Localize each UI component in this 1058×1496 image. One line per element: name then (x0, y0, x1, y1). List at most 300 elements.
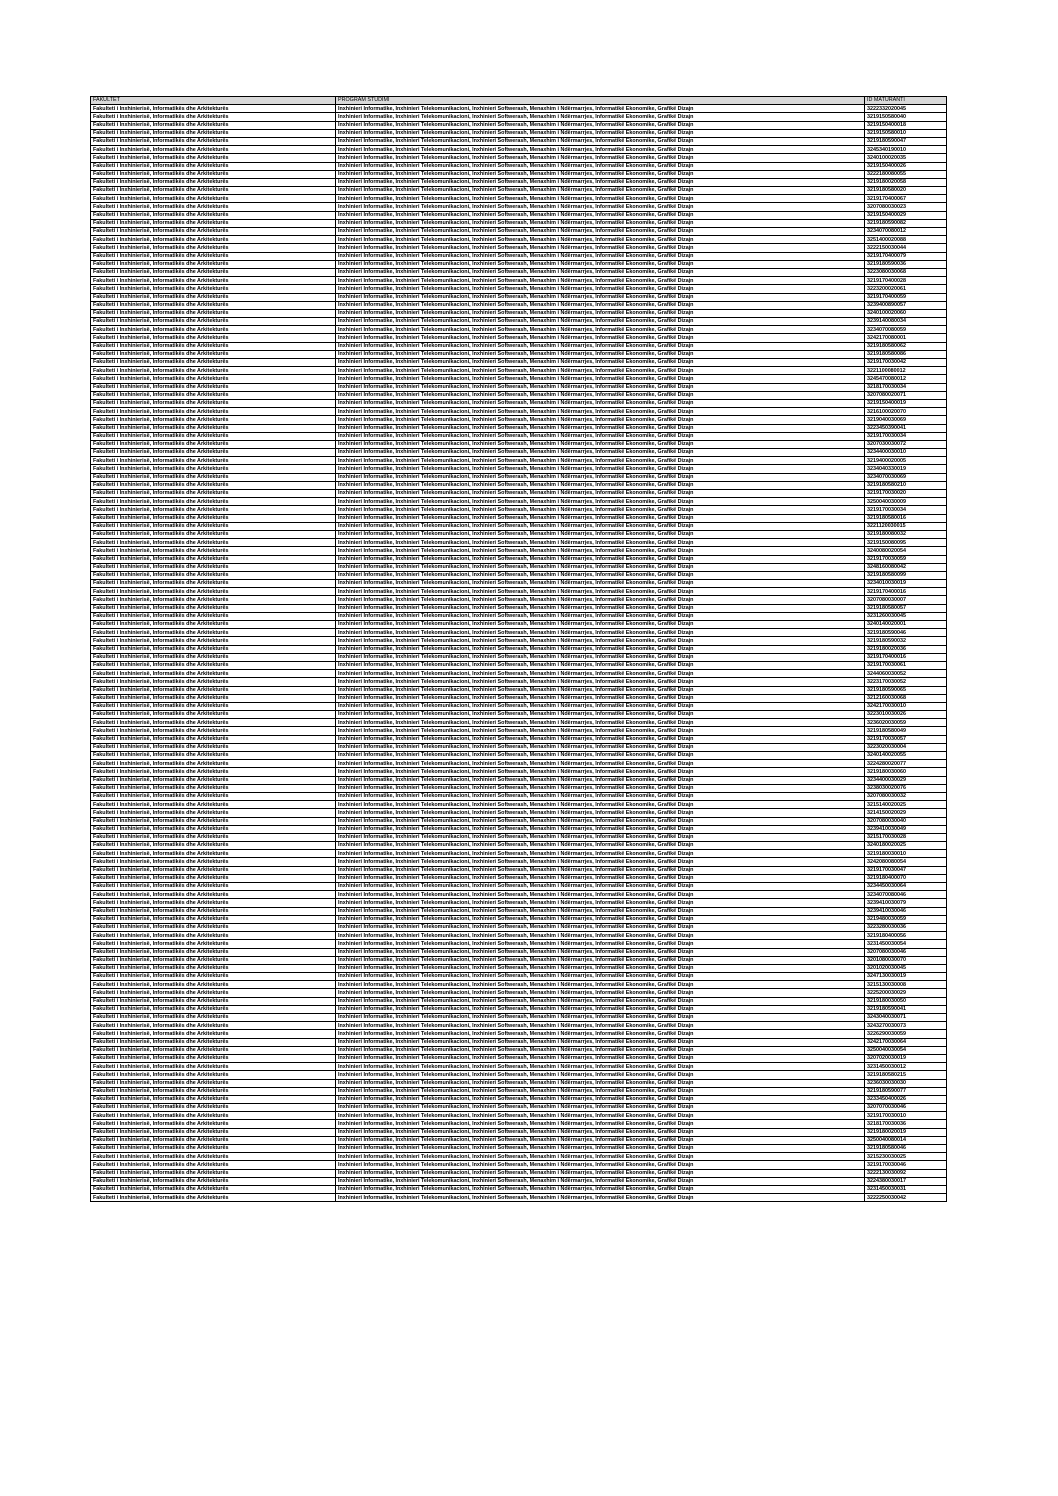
id-cell: 3207080030007 (865, 596, 947, 604)
program-cell: Inxhinieri Informatike, Inxhinieri Telekomunikacioni, Inxhinieri Softwerash, Menaxhim i Ndërmarrjes, Informatikë Ekonomike, Grafikë Dizajn (336, 661, 865, 669)
id-cell: 3221120030015 (865, 522, 947, 530)
program-cell: Inxhinieri Informatike, Inxhinieri Telekomunikacioni, Inxhinieri Softwerash, Menaxhim i Ndërmarrjes, Informatikë Ekonomike, Grafikë Dizajn (336, 1169, 865, 1177)
id-cell: 3219180030060 (865, 768, 947, 776)
table-row (91, 776, 947, 784)
program-cell: Inxhinieri Informatike, Inxhinieri Telekomunikacioni, Inxhinieri Softwerash, Menaxhim i Ndërmarrjes, Informatikë Ekonomike, Grafikë Dizajn (336, 1145, 865, 1153)
table-row (91, 883, 947, 891)
faculty-cell: Fakulteti i Inxhinierisë, Informatikës dhe Arkitekturës (91, 571, 336, 579)
table-row (91, 1087, 947, 1095)
faculty-cell: Fakulteti i Inxhinierisë, Informatikës dhe Arkitekturës (91, 915, 336, 923)
id-cell: 3222332020045 (865, 105, 947, 113)
program-cell: Inxhinieri Informatike, Inxhinieri Telekomunikacioni, Inxhinieri Softwerash, Menaxhim i Ndërmarrjes, Informatikë Ekonomike, Grafikë Dizajn (336, 1185, 865, 1193)
faculty-cell: Fakulteti i Inxhinierisë, Informatikës dhe Arkitekturës (91, 367, 336, 375)
program-cell: Inxhinieri Informatike, Inxhinieri Telekomunikacioni, Inxhinieri Softwerash, Menaxhim i Ndërmarrjes, Informatikë Ekonomike, Grafikë Dizajn (336, 678, 865, 686)
id-cell: 3234070080046 (865, 891, 947, 899)
program-cell: Inxhinieri Informatike, Inxhinieri Telekomunikacioni, Inxhinieri Softwerash, Menaxhim i Ndërmarrjes, Informatikë Ekonomike, Grafikë Dizajn (336, 285, 865, 293)
id-cell: 3226290030059 (865, 1030, 947, 1038)
program-cell: Inxhinieri Informatike, Inxhinieri Telekomunikacioni, Inxhinieri Softwerash, Menaxhim i Ndërmarrjes, Informatikë Ekonomike, Grafikë Dizajn (336, 350, 865, 358)
id-cell: 3219170030057 (865, 735, 947, 743)
faculty-cell: Fakulteti i Inxhinierisë, Informatikës dhe Arkitekturës (91, 858, 336, 866)
id-cell: 3219180020036 (865, 645, 947, 653)
program-cell: Inxhinieri Informatike, Inxhinieri Telekomunikacioni, Inxhinieri Softwerash, Menaxhim i Ndërmarrjes, Informatikë Ekonomike, Grafikë Dizajn (336, 260, 865, 268)
header-row (91, 97, 947, 105)
faculty-cell: Fakulteti i Inxhinierisë, Informatikës dhe Arkitekturës (91, 178, 336, 186)
id-cell: 3219150400026 (865, 162, 947, 170)
faculty-cell: Fakulteti i Inxhinierisë, Informatikës dhe Arkitekturës (91, 293, 336, 301)
faculty-cell: Fakulteti i Inxhinierisë, Informatikës dhe Arkitekturës (91, 309, 336, 317)
program-cell: Inxhinieri Informatike, Inxhinieri Telekomunikacioni, Inxhinieri Softwerash, Menaxhim i Ndërmarrjes, Informatikë Ekonomike, Grafikë Dizajn (336, 481, 865, 489)
faculty-cell: Fakulteti i Inxhinierisë, Informatikës dhe Arkitekturës (91, 997, 336, 1005)
table-row (91, 743, 947, 751)
program-cell: Inxhinieri Informatike, Inxhinieri Telekomunikacioni, Inxhinieri Softwerash, Menaxhim i Ndërmarrjes, Informatikë Ekonomike, Grafikë Dizajn (336, 530, 865, 538)
faculty-cell: Fakulteti i Inxhinierisë, Informatikës dhe Arkitekturës (91, 743, 336, 751)
faculty-cell: Fakulteti i Inxhinierisë, Informatikës dhe Arkitekturës (91, 1079, 336, 1087)
program-cell: Inxhinieri Informatike, Inxhinieri Telekomunikacioni, Inxhinieri Softwerash, Menaxhim i Ndërmarrjes, Informatikë Ekonomike, Grafikë Dizajn (336, 1054, 865, 1062)
table-row (91, 555, 947, 563)
program-cell: Inxhinieri Informatike, Inxhinieri Telekomunikacioni, Inxhinieri Softwerash, Menaxhim i Ndërmarrjes, Informatikë Ekonomike, Grafikë Dizajn (336, 1177, 865, 1185)
table-row (91, 1038, 947, 1046)
id-cell: 3215140020025 (865, 801, 947, 809)
table-row (91, 105, 947, 113)
program-cell: Inxhinieri Informatike, Inxhinieri Telekomunikacioni, Inxhinieri Softwerash, Menaxhim i Ndërmarrjes, Informatikë Ekonomike, Grafikë Dizajn (336, 1071, 865, 1079)
faculty-cell: Fakulteti i Inxhinierisë, Informatikës dhe Arkitekturës (91, 588, 336, 596)
table-row (91, 383, 947, 391)
faculty-cell: Fakulteti i Inxhinierisë, Informatikës dhe Arkitekturës (91, 1145, 336, 1153)
program-cell: Inxhinieri Informatike, Inxhinieri Telekomunikacioni, Inxhinieri Softwerash, Menaxhim i Ndërmarrjes, Informatikë Ekonomike, Grafikë Dizajn (336, 416, 865, 424)
table-row (91, 301, 947, 309)
faculty-cell: Fakulteti i Inxhinierisë, Informatikës dhe Arkitekturës (91, 612, 336, 620)
program-cell: Inxhinieri Informatike, Inxhinieri Telekomunikacioni, Inxhinieri Softwerash, Menaxhim i Ndërmarrjes, Informatikë Ekonomike, Grafikë Dizajn (336, 1087, 865, 1095)
id-cell: 3222250030042 (865, 1194, 947, 1202)
faculty-cell: Fakulteti i Inxhinierisë, Informatikës dhe Arkitekturës (91, 702, 336, 710)
table-row (91, 1095, 947, 1103)
table-row (91, 1112, 947, 1120)
table-row (91, 1194, 947, 1202)
table-row (91, 711, 947, 719)
faculty-cell: Fakulteti i Inxhinierisë, Informatikës dhe Arkitekturës (91, 719, 336, 727)
table-row (91, 981, 947, 989)
program-cell: Inxhinieri Informatike, Inxhinieri Telekomunikacioni, Inxhinieri Softwerash, Menaxhim i Ndërmarrjes, Informatikë Ekonomike, Grafikë Dizajn (336, 1063, 865, 1071)
faculty-cell: Fakulteti i Inxhinierisë, Informatikës dhe Arkitekturës (91, 211, 336, 219)
faculty-cell: Fakulteti i Inxhinierisë, Informatikës dhe Arkitekturës (91, 318, 336, 326)
table-row (91, 563, 947, 571)
table-row (91, 170, 947, 178)
table-row (91, 809, 947, 817)
table-row (91, 580, 947, 588)
program-cell: Inxhinieri Informatike, Inxhinieri Telekomunikacioni, Inxhinieri Softwerash, Menaxhim i Ndërmarrjes, Informatikë Ekonomike, Grafikë Dizajn (336, 1194, 865, 1202)
table-row (91, 506, 947, 514)
program-cell: Inxhinieri Informatike, Inxhinieri Telekomunikacioni, Inxhinieri Softwerash, Menaxhim i Ndërmarrjes, Informatikë Ekonomike, Grafikë Dizajn (336, 801, 865, 809)
id-cell: 3219400020005 (865, 457, 947, 465)
table-row (91, 449, 947, 457)
program-cell: Inxhinieri Informatike, Inxhinieri Telekomunikacioni, Inxhinieri Softwerash, Menaxhim i Ndërmarrjes, Informatikë Ekonomike, Grafikë Dizajn (336, 506, 865, 514)
id-cell: 3240100020060 (865, 309, 947, 317)
id-cell: 3219180400070 (865, 874, 947, 882)
id-cell: 3231450030031 (865, 1185, 947, 1193)
id-cell: 3219180580049 (865, 727, 947, 735)
id-cell: 3201080030070 (865, 956, 947, 964)
table-row (91, 956, 947, 964)
id-cell: 3223200020061 (865, 285, 947, 293)
table-row (91, 874, 947, 882)
program-cell: Inxhinieri Informatike, Inxhinieri Telekomunikacioni, Inxhinieri Softwerash, Menaxhim i Ndërmarrjes, Informatikë Ekonomike, Grafikë Dizajn (336, 465, 865, 473)
program-cell: Inxhinieri Informatike, Inxhinieri Telekomunikacioni, Inxhinieri Softwerash, Menaxhim i Ndërmarrjes, Informatikë Ekonomike, Grafikë Dizajn (336, 1005, 865, 1013)
program-cell: Inxhinieri Informatike, Inxhinieri Telekomunikacioni, Inxhinieri Softwerash, Menaxhim i Ndërmarrjes, Informatikë Ekonomike, Grafikë Dizajn (336, 1128, 865, 1136)
table-row (91, 268, 947, 276)
faculty-cell: Fakulteti i Inxhinierisë, Informatikës dhe Arkitekturës (91, 457, 336, 465)
table-row (91, 899, 947, 907)
id-cell: 3207080020071 (865, 391, 947, 399)
table-row (91, 293, 947, 301)
table-row (91, 547, 947, 555)
faculty-cell: Fakulteti i Inxhinierisë, Informatikës dhe Arkitekturës (91, 375, 336, 383)
faculty-cell: Fakulteti i Inxhinierisë, Informatikës dhe Arkitekturës (91, 481, 336, 489)
program-cell: Inxhinieri Informatike, Inxhinieri Telekomunikacioni, Inxhinieri Softwerash, Menaxhim i Ndërmarrjes, Informatikë Ekonomike, Grafikë Dizajn (336, 858, 865, 866)
id-cell: 3207080030046 (865, 948, 947, 956)
faculty-cell: Fakulteti i Inxhinierisë, Informatikës dhe Arkitekturës (91, 604, 336, 612)
program-cell: Inxhinieri Informatike, Inxhinieri Telekomunikacioni, Inxhinieri Softwerash, Menaxhim i Ndërmarrjes, Informatikë Ekonomike, Grafikë Dizajn (336, 113, 865, 121)
program-cell: Inxhinieri Informatike, Inxhinieri Telekomunikacioni, Inxhinieri Softwerash, Menaxhim i Ndërmarrjes, Informatikë Ekonomike, Grafikë Dizajn (336, 187, 865, 195)
id-cell: 3219180580062 (865, 342, 947, 350)
program-cell: Inxhinieri Informatike, Inxhinieri Telekomunikacioni, Inxhinieri Softwerash, Menaxhim i Ndërmarrjes, Informatikë Ekonomike, Grafikë Dizajn (336, 1079, 865, 1087)
table-row (91, 342, 947, 350)
table-row (91, 326, 947, 334)
faculty-cell: Fakulteti i Inxhinierisë, Informatikës dhe Arkitekturës (91, 1054, 336, 1062)
table-row (91, 792, 947, 800)
table-row (91, 195, 947, 203)
table-row (91, 539, 947, 547)
table-row (91, 817, 947, 825)
faculty-cell: Fakulteti i Inxhinierisë, Informatikës dhe Arkitekturës (91, 506, 336, 514)
table-row (91, 359, 947, 367)
program-cell: Inxhinieri Informatike, Inxhinieri Telekomunikacioni, Inxhinieri Softwerash, Menaxhim i Ndërmarrjes, Informatikë Ekonomike, Grafikë Dizajn (336, 105, 865, 113)
program-cell: Inxhinieri Informatike, Inxhinieri Telekomunikacioni, Inxhinieri Softwerash, Menaxhim i Ndërmarrjes, Informatikë Ekonomike, Grafikë Dizajn (336, 670, 865, 678)
id-cell: 3236020030059 (865, 719, 947, 727)
table-row (91, 481, 947, 489)
faculty-cell: Fakulteti i Inxhinierisë, Informatikës dhe Arkitekturës (91, 964, 336, 972)
program-cell: Inxhinieri Informatike, Inxhinieri Telekomunikacioni, Inxhinieri Softwerash, Menaxhim i Ndërmarrjes, Informatikë Ekonomike, Grafikë Dizajn (336, 809, 865, 817)
program-cell: Inxhinieri Informatike, Inxhinieri Telekomunikacioni, Inxhinieri Softwerash, Menaxhim i Ndërmarrjes, Informatikë Ekonomike, Grafikë Dizajn (336, 121, 865, 129)
faculty-cell: Fakulteti i Inxhinierisë, Informatikës dhe Arkitekturës (91, 768, 336, 776)
faculty-cell: Fakulteti i Inxhinierisë, Informatikës dhe Arkitekturës (91, 146, 336, 154)
faculty-cell: Fakulteti i Inxhinierisë, Informatikës dhe Arkitekturës (91, 661, 336, 669)
table-row (91, 907, 947, 915)
table-row (91, 1177, 947, 1185)
table-row (91, 735, 947, 743)
faculty-cell: Fakulteti i Inxhinierisë, Informatikës dhe Arkitekturës (91, 555, 336, 563)
table-row (91, 375, 947, 383)
id-cell: 3214150020029 (865, 809, 947, 817)
table-row (91, 490, 947, 498)
faculty-cell: Fakulteti i Inxhinierisë, Informatikës dhe Arkitekturës (91, 629, 336, 637)
id-cell: 3242170030064 (865, 1038, 947, 1046)
table-row (91, 457, 947, 465)
faculty-cell: Fakulteti i Inxhinierisë, Informatikës dhe Arkitekturës (91, 1177, 336, 1185)
program-cell: Inxhinieri Informatike, Inxhinieri Telekomunikacioni, Inxhinieri Softwerash, Menaxhim i Ndërmarrjes, Informatikë Ekonomike, Grafikë Dizajn (336, 776, 865, 784)
id-cell: 3224280020077 (865, 760, 947, 768)
id-cell: 3219150580010 (865, 129, 947, 137)
id-cell: 3219180580016 (865, 514, 947, 522)
id-cell: 3222130030092 (865, 1169, 947, 1177)
faculty-cell: Fakulteti i Inxhinierisë, Informatikës dhe Arkitekturës (91, 686, 336, 694)
id-cell: 3219150400019 (865, 399, 947, 407)
faculty-cell: Fakulteti i Inxhinierisë, Informatikës dhe Arkitekturës (91, 1005, 336, 1013)
program-cell: Inxhinieri Informatike, Inxhinieri Telekomunikacioni, Inxhinieri Softwerash, Menaxhim i Ndërmarrjes, Informatikë Ekonomike, Grafikë Dizajn (336, 1161, 865, 1169)
id-cell: 3223450390041 (865, 424, 947, 432)
program-cell: Inxhinieri Informatike, Inxhinieri Telekomunikacioni, Inxhinieri Softwerash, Menaxhim i Ndërmarrjes, Informatikë Ekonomike, Grafikë Dizajn (336, 277, 865, 285)
table-row (91, 424, 947, 432)
faculty-cell: Fakulteti i Inxhinierisë, Informatikës dhe Arkitekturës (91, 956, 336, 964)
table-row (91, 211, 947, 219)
table-row (91, 113, 947, 121)
program-cell: Inxhinieri Informatike, Inxhinieri Telekomunikacioni, Inxhinieri Softwerash, Menaxhim i Ndërmarrjes, Informatikë Ekonomike, Grafikë Dizajn (336, 735, 865, 743)
id-cell: 3219150400018 (865, 121, 947, 129)
faculty-cell: Fakulteti i Inxhinierisë, Informatikës dhe Arkitekturës (91, 1136, 336, 1144)
id-cell: 3243040030071 (865, 1014, 947, 1022)
faculty-cell: Fakulteti i Inxhinierisë, Informatikës dhe Arkitekturës (91, 1030, 336, 1038)
faculty-cell: Fakulteti i Inxhinierisë, Informatikës dhe Arkitekturës (91, 678, 336, 686)
id-cell: 3219480030059 (865, 915, 947, 923)
table-row (91, 850, 947, 858)
program-cell: Inxhinieri Informatike, Inxhinieri Telekomunikacioni, Inxhinieri Softwerash, Menaxhim i Ndërmarrjes, Informatikë Ekonomike, Grafikë Dizajn (336, 883, 865, 891)
program-cell: Inxhinieri Informatike, Inxhinieri Telekomunikacioni, Inxhinieri Softwerash, Menaxhim i Ndërmarrjes, Informatikë Ekonomike, Grafikë Dizajn (336, 391, 865, 399)
table-row (91, 825, 947, 833)
program-cell: Inxhinieri Informatike, Inxhinieri Telekomunikacioni, Inxhinieri Softwerash, Menaxhim i Ndërmarrjes, Informatikë Ekonomike, Grafikë Dizajn (336, 318, 865, 326)
faculty-cell: Fakulteti i Inxhinierisë, Informatikës dhe Arkitekturës (91, 473, 336, 481)
faculty-cell: Fakulteti i Inxhinierisë, Informatikës dhe Arkitekturës (91, 408, 336, 416)
faculty-cell: Fakulteti i Inxhinierisë, Informatikës dhe Arkitekturës (91, 792, 336, 800)
id-cell: 3222180080055 (865, 170, 947, 178)
faculty-cell: Fakulteti i Inxhinierisë, Informatikës dhe Arkitekturës (91, 580, 336, 588)
program-cell: Inxhinieri Informatike, Inxhinieri Telekomunikacioni, Inxhinieri Softwerash, Menaxhim i Ndërmarrjes, Informatikë Ekonomike, Grafikë Dizajn (336, 891, 865, 899)
program-cell: Inxhinieri Informatike, Inxhinieri Telekomunikacioni, Inxhinieri Softwerash, Menaxhim i Ndërmarrjes, Informatikë Ekonomike, Grafikë Dizajn (336, 923, 865, 931)
faculty-cell: Fakulteti i Inxhinierisë, Informatikës dhe Arkitekturës (91, 440, 336, 448)
program-cell: Inxhinieri Informatike, Inxhinieri Telekomunikacioni, Inxhinieri Softwerash, Menaxhim i Ndërmarrjes, Informatikë Ekonomike, Grafikë Dizajn (336, 932, 865, 940)
faculty-cell: Fakulteti i Inxhinierisë, Informatikës dhe Arkitekturës (91, 760, 336, 768)
program-cell: Inxhinieri Informatike, Inxhinieri Telekomunikacioni, Inxhinieri Softwerash, Menaxhim i Ndërmarrjes, Informatikë Ekonomike, Grafikë Dizajn (336, 408, 865, 416)
faculty-cell: Fakulteti i Inxhinierisë, Informatikës dhe Arkitekturës (91, 907, 336, 915)
program-cell: Inxhinieri Informatike, Inxhinieri Telekomunikacioni, Inxhinieri Softwerash, Menaxhim i Ndërmarrjes, Informatikë Ekonomike, Grafikë Dizajn (336, 424, 865, 432)
program-cell: Inxhinieri Informatike, Inxhinieri Telekomunikacioni, Inxhinieri Softwerash, Menaxhim i Ndërmarrjes, Informatikë Ekonomike, Grafikë Dizajn (336, 702, 865, 710)
id-cell: 3231450030012 (865, 1063, 947, 1071)
table-row (91, 1063, 947, 1071)
table-row (91, 1169, 947, 1177)
program-cell: Inxhinieri Informatike, Inxhinieri Telekomunikacioni, Inxhinieri Softwerash, Menaxhim i Ndërmarrjes, Informatikë Ekonomike, Grafikë Dizajn (336, 1046, 865, 1054)
id-cell: 3239410030046 (865, 907, 947, 915)
id-cell: 3201020030045 (865, 964, 947, 972)
table-row (91, 752, 947, 760)
id-cell: 3242080080054 (865, 858, 947, 866)
header-id-maturanti: ID MATURANTI (865, 97, 947, 105)
faculty-cell: Fakulteti i Inxhinierisë, Informatikës dhe Arkitekturës (91, 228, 336, 236)
program-cell: Inxhinieri Informatike, Inxhinieri Telekomunikacioni, Inxhinieri Softwerash, Menaxhim i Ndërmarrjes, Informatikë Ekonomike, Grafikë Dizajn (336, 457, 865, 465)
faculty-cell: Fakulteti i Inxhinierisë, Informatikës dhe Arkitekturës (91, 154, 336, 162)
table-row (91, 334, 947, 342)
faculty-cell: Fakulteti i Inxhinierisë, Informatikës dhe Arkitekturës (91, 1112, 336, 1120)
id-cell: 3219180580215 (865, 1071, 947, 1079)
document-page (90, 96, 946, 1202)
table-row (91, 686, 947, 694)
id-cell: 3245470080012 (865, 375, 947, 383)
table-row (91, 367, 947, 375)
faculty-cell: Fakulteti i Inxhinierisë, Informatikës dhe Arkitekturës (91, 359, 336, 367)
faculty-cell: Fakulteti i Inxhinierisë, Informatikës dhe Arkitekturës (91, 1095, 336, 1103)
program-cell: Inxhinieri Informatike, Inxhinieri Telekomunikacioni, Inxhinieri Softwerash, Menaxhim i Ndërmarrjes, Informatikë Ekonomike, Grafikë Dizajn (336, 359, 865, 367)
table-row (91, 866, 947, 874)
faculty-cell: Fakulteti i Inxhinierisë, Informatikës dhe Arkitekturës (91, 735, 336, 743)
faculty-cell: Fakulteti i Inxhinierisë, Informatikës dhe Arkitekturës (91, 465, 336, 473)
faculty-cell: Fakulteti i Inxhinierisë, Informatikës dhe Arkitekturës (91, 391, 336, 399)
faculty-cell: Fakulteti i Inxhinierisë, Informatikës dhe Arkitekturës (91, 1038, 336, 1046)
id-cell: 3219180580210 (865, 481, 947, 489)
program-cell: Inxhinieri Informatike, Inxhinieri Telekomunikacioni, Inxhinieri Softwerash, Menaxhim i Ndërmarrjes, Informatikë Ekonomike, Grafikë Dizajn (336, 219, 865, 227)
id-cell: 3218170030036 (865, 1120, 947, 1128)
program-cell: Inxhinieri Informatike, Inxhinieri Telekomunikacioni, Inxhinieri Softwerash, Menaxhim i Ndërmarrjes, Informatikë Ekonomike, Grafikë Dizajn (336, 146, 865, 154)
program-cell: Inxhinieri Informatike, Inxhinieri Telekomunikacioni, Inxhinieri Softwerash, Menaxhim i Ndërmarrjes, Informatikë Ekonomike, Grafikë Dizajn (336, 645, 865, 653)
program-cell: Inxhinieri Informatike, Inxhinieri Telekomunikacioni, Inxhinieri Softwerash, Menaxhim i Ndërmarrjes, Informatikë Ekonomike, Grafikë Dizajn (336, 948, 865, 956)
program-cell: Inxhinieri Informatike, Inxhinieri Telekomunikacioni, Inxhinieri Softwerash, Menaxhim i Ndërmarrjes, Informatikë Ekonomike, Grafikë Dizajn (336, 637, 865, 645)
id-cell: 3215130030008 (865, 981, 947, 989)
id-cell: 3231450030054 (865, 940, 947, 948)
program-cell: Inxhinieri Informatike, Inxhinieri Telekomunikacioni, Inxhinieri Softwerash, Menaxhim i Ndërmarrjes, Informatikë Ekonomike, Grafikë Dizajn (336, 326, 865, 334)
program-cell: Inxhinieri Informatike, Inxhinieri Telekomunikacioni, Inxhinieri Softwerash, Menaxhim i Ndërmarrjes, Informatikë Ekonomike, Grafikë Dizajn (336, 792, 865, 800)
faculty-cell: Fakulteti i Inxhinierisë, Informatikës dhe Arkitekturës (91, 784, 336, 792)
id-cell: 3250040080014 (865, 1136, 947, 1144)
program-cell: Inxhinieri Informatike, Inxhinieri Telekomunikacioni, Inxhinieri Softwerash, Menaxhim i Ndërmarrjes, Informatikë Ekonomike, Grafikë Dizajn (336, 768, 865, 776)
id-cell: 3233450400026 (865, 1095, 947, 1103)
id-cell: 3219180590036 (865, 260, 947, 268)
id-cell: 3219040030069 (865, 416, 947, 424)
faculty-cell: Fakulteti i Inxhinierisë, Informatikës dhe Arkitekturës (91, 817, 336, 825)
id-cell: 3219170030061 (865, 661, 947, 669)
header-program-studimi: PROGRAM STUDIMI (336, 97, 865, 105)
program-cell: Inxhinieri Informatike, Inxhinieri Telekomunikacioni, Inxhinieri Softwerash, Menaxhim i Ndërmarrjes, Informatikë Ekonomike, Grafikë Dizajn (336, 154, 865, 162)
table-row (91, 833, 947, 841)
table-row (91, 260, 947, 268)
faculty-cell: Fakulteti i Inxhinierisë, Informatikës dhe Arkitekturës (91, 653, 336, 661)
id-cell: 3219170030010 (865, 1112, 947, 1120)
table-row (91, 416, 947, 424)
table-row (91, 661, 947, 669)
id-cell: 3221100080012 (865, 367, 947, 375)
table-row (91, 637, 947, 645)
id-cell: 3219150080095 (865, 539, 947, 547)
table-row (91, 1014, 947, 1022)
table-row (91, 932, 947, 940)
faculty-cell: Fakulteti i Inxhinierisë, Informatikës dhe Arkitekturës (91, 203, 336, 211)
faculty-cell: Fakulteti i Inxhinierisë, Informatikës dhe Arkitekturës (91, 334, 336, 342)
faculty-cell: Fakulteti i Inxhinierisë, Informatikës dhe Arkitekturës (91, 342, 336, 350)
table-row (91, 1153, 947, 1161)
table-row (91, 842, 947, 850)
id-cell: 3207080030032 (865, 792, 947, 800)
table-row (91, 162, 947, 170)
faculty-cell: Fakulteti i Inxhinierisë, Informatikës dhe Arkitekturës (91, 621, 336, 629)
id-cell: 3219180590082 (865, 219, 947, 227)
program-cell: Inxhinieri Informatike, Inxhinieri Telekomunikacioni, Inxhinieri Softwerash, Menaxhim i Ndërmarrjes, Informatikë Ekonomike, Grafikë Dizajn (336, 129, 865, 137)
faculty-cell: Fakulteti i Inxhinierisë, Informatikës dhe Arkitekturës (91, 637, 336, 645)
table-row (91, 187, 947, 195)
id-cell: 3215230030025 (865, 1153, 947, 1161)
id-cell: 3219170030034 (865, 506, 947, 514)
table-row (91, 1128, 947, 1136)
faculty-cell: Fakulteti i Inxhinierisë, Informatikës dhe Arkitekturës (91, 424, 336, 432)
table-row (91, 678, 947, 686)
table-row (91, 219, 947, 227)
table-row (91, 440, 947, 448)
table-row (91, 146, 947, 154)
id-cell: 3239410030079 (865, 899, 947, 907)
faculty-cell: Fakulteti i Inxhinierisë, Informatikës dhe Arkitekturës (91, 236, 336, 244)
id-cell: 3219170400028 (865, 277, 947, 285)
faculty-cell: Fakulteti i Inxhinierisë, Informatikës dhe Arkitekturës (91, 252, 336, 260)
id-cell: 3219180580099 (865, 571, 947, 579)
table-row (91, 784, 947, 792)
id-cell: 3245340190010 (865, 146, 947, 154)
faculty-cell: Fakulteti i Inxhinierisë, Informatikës dhe Arkitekturës (91, 268, 336, 276)
faculty-cell: Fakulteti i Inxhinierisë, Informatikës dhe Arkitekturës (91, 940, 336, 948)
table-row (91, 1030, 947, 1038)
program-cell: Inxhinieri Informatike, Inxhinieri Telekomunikacioni, Inxhinieri Softwerash, Menaxhim i Ndërmarrjes, Informatikë Ekonomike, Grafikë Dizajn (336, 1014, 865, 1022)
faculty-cell: Fakulteti i Inxhinierisë, Informatikës dhe Arkitekturës (91, 850, 336, 858)
id-cell: 3240180020025 (865, 842, 947, 850)
id-cell: 3219170030046 (865, 1161, 947, 1169)
id-cell: 3215170030028 (865, 833, 947, 841)
table-row (91, 154, 947, 162)
table-row (91, 391, 947, 399)
faculty-cell: Fakulteti i Inxhinierisë, Informatikës dhe Arkitekturës (91, 1161, 336, 1169)
table-row (91, 473, 947, 481)
program-cell: Inxhinieri Informatike, Inxhinieri Telekomunikacioni, Inxhinieri Softwerash, Menaxhim i Ndërmarrjes, Informatikë Ekonomike, Grafikë Dizajn (336, 367, 865, 375)
id-cell: 3219180030050 (865, 997, 947, 1005)
program-cell: Inxhinieri Informatike, Inxhinieri Telekomunikacioni, Inxhinieri Softwerash, Menaxhim i Ndërmarrjes, Informatikë Ekonomike, Grafikë Dizajn (336, 498, 865, 506)
faculty-cell: Fakulteti i Inxhinierisë, Informatikës dhe Arkitekturës (91, 383, 336, 391)
table-row (91, 1071, 947, 1079)
faculty-cell: Fakulteti i Inxhinierisë, Informatikës dhe Arkitekturës (91, 948, 336, 956)
id-cell: 3219180400056 (865, 932, 947, 940)
table-row (91, 858, 947, 866)
program-cell: Inxhinieri Informatike, Inxhinieri Telekomunikacioni, Inxhinieri Softwerash, Menaxhim i Ndërmarrjes, Informatikë Ekonomike, Grafikë Dizajn (336, 473, 865, 481)
program-cell: Inxhinieri Informatike, Inxhinieri Telekomunikacioni, Inxhinieri Softwerash, Menaxhim i Ndërmarrjes, Informatikë Ekonomike, Grafikë Dizajn (336, 440, 865, 448)
program-cell: Inxhinieri Informatike, Inxhinieri Telekomunikacioni, Inxhinieri Softwerash, Menaxhim i Ndërmarrjes, Informatikë Ekonomike, Grafikë Dizajn (336, 973, 865, 981)
program-cell: Inxhinieri Informatike, Inxhinieri Telekomunikacioni, Inxhinieri Softwerash, Menaxhim i Ndërmarrjes, Informatikë Ekonomike, Grafikë Dizajn (336, 571, 865, 579)
table-row (91, 923, 947, 931)
faculty-cell: Fakulteti i Inxhinierisë, Informatikës dhe Arkitekturës (91, 244, 336, 252)
program-cell: Inxhinieri Informatike, Inxhinieri Telekomunikacioni, Inxhinieri Softwerash, Menaxhim i Ndërmarrjes, Informatikë Ekonomike, Grafikë Dizajn (336, 1104, 865, 1112)
id-cell: 3234040330019 (865, 465, 947, 473)
faculty-cell: Fakulteti i Inxhinierisë, Informatikës dhe Arkitekturës (91, 547, 336, 555)
faculty-cell: Fakulteti i Inxhinierisë, Informatikës dhe Arkitekturës (91, 129, 336, 137)
id-cell: 3219170030034 (865, 432, 947, 440)
id-cell: 3219180590047 (865, 137, 947, 145)
faculty-cell: Fakulteti i Inxhinierisë, Informatikës dhe Arkitekturës (91, 260, 336, 268)
table-row (91, 997, 947, 1005)
program-cell: Inxhinieri Informatike, Inxhinieri Telekomunikacioni, Inxhinieri Softwerash, Menaxhim i Ndërmarrjes, Informatikë Ekonomike, Grafikë Dizajn (336, 1112, 865, 1120)
table-row (91, 727, 947, 735)
id-cell: 3234070030069 (865, 473, 947, 481)
id-cell: 3223020030004 (865, 743, 947, 751)
faculty-cell: Fakulteti i Inxhinierisë, Informatikës dhe Arkitekturës (91, 530, 336, 538)
program-cell: Inxhinieri Informatike, Inxhinieri Telekomunikacioni, Inxhinieri Softwerash, Menaxhim i Ndërmarrjes, Informatikë Ekonomike, Grafikë Dizajn (336, 137, 865, 145)
table-row (91, 612, 947, 620)
faculty-cell: Fakulteti i Inxhinierisë, Informatikës dhe Arkitekturës (91, 1046, 336, 1054)
table-row (91, 596, 947, 604)
program-cell: Inxhinieri Informatike, Inxhinieri Telekomunikacioni, Inxhinieri Softwerash, Menaxhim i Ndërmarrjes, Informatikë Ekonomike, Grafikë Dizajn (336, 981, 865, 989)
table-row (91, 498, 947, 506)
id-cell: 3223280030036 (865, 923, 947, 931)
program-cell: Inxhinieri Informatike, Inxhinieri Telekomunikacioni, Inxhinieri Softwerash, Menaxhim i Ndërmarrjes, Informatikë Ekonomike, Grafikë Dizajn (336, 915, 865, 923)
table-row (91, 719, 947, 727)
